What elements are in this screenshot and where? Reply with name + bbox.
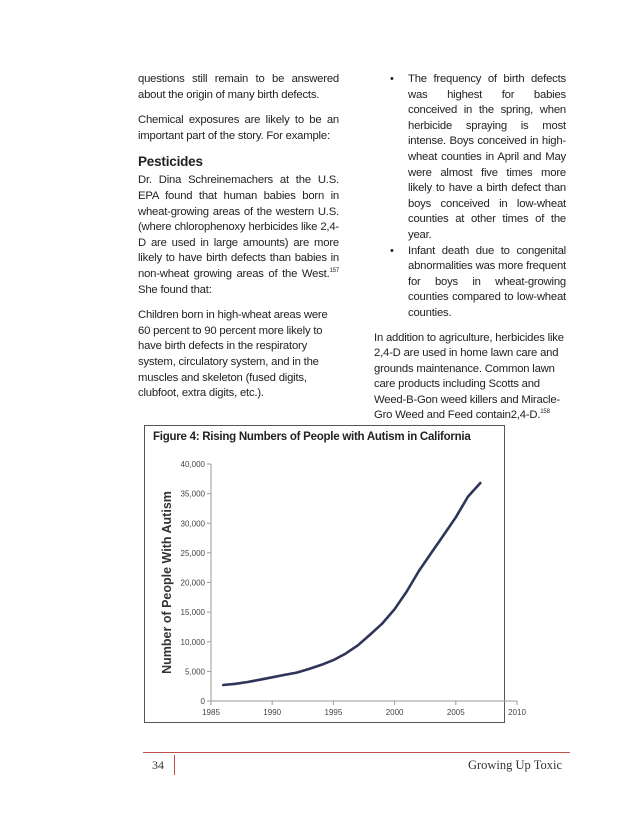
x-tick-label: 1990 <box>263 708 282 717</box>
x-tick-label: 2010 <box>508 708 526 717</box>
y-tick-label: 0 <box>200 697 205 706</box>
x-tick-label: 2005 <box>446 708 465 717</box>
y-tick-label: 30,000 <box>180 519 205 529</box>
y-tick-label: 25,000 <box>180 548 205 558</box>
paragraph-origin: questions still remain to be answered about the origin of many birth defects. <box>138 73 339 101</box>
x-tick-label: 1985 <box>202 708 220 717</box>
line-chart <box>145 426 526 724</box>
right-column <box>374 72 566 434</box>
y-tick-label: 10,000 <box>180 637 205 647</box>
bullet-list <box>374 72 566 322</box>
footnote-ref-158: 158 <box>540 409 550 416</box>
left-column <box>138 72 339 412</box>
figure-caption: Figure 4: Rising Numbers of People with Autism in California <box>153 431 471 443</box>
paragraph-high-wheat: Children born in high-wheat areas were 60 percent to 90 percent more likely to have birth defects in the respiratory system, circulatory system, and in the muscles and skeleton (fused digits, clubfoot, extra digits, etc.). <box>138 309 328 400</box>
page-number: 34 <box>152 755 175 775</box>
y-tick-label: 40,000 <box>180 460 205 469</box>
bullet-icon: • <box>390 73 394 85</box>
footnote-ref-157: 157 <box>329 268 339 275</box>
footer-rule <box>143 752 570 753</box>
y-tick-label: 35,000 <box>180 489 205 499</box>
list-item-text: The frequency of birth defects was highest for babies conceived in the spring, when herbicide spraying is most intense. Boys conceived in high-wheat counties in April and May were almost five times more likely to have a birth defect than boys conceived in low-wheat counties at other times of the year. <box>408 73 566 241</box>
y-tick-label: 20,000 <box>180 578 205 588</box>
paragraph-schreinemachers <box>138 173 339 298</box>
paragraph-chemical-exposures: Chemical exposures are likely to be an important part of the story. For example: <box>138 114 339 142</box>
list-item <box>374 244 566 322</box>
x-tick-label: 2000 <box>385 708 404 717</box>
figure-autism-chart <box>144 425 526 723</box>
list-item-text: Infant death due to congenital abnormalities was more frequent for boys in wheat-growing counties compared to low-wheat counties. <box>408 244 566 319</box>
series-line-autism <box>223 483 480 685</box>
paragraph-lawn-care-text: In addition to agriculture, herbicides like 2,4-D are used in home lawn care and grounds maintenance. Common lawn care products including Scotts and Weed-B-Gon weed killers and Miracle-Gro Weed and Feed contain2,4-D. <box>374 331 564 422</box>
paragraph-lawn-care <box>374 331 566 425</box>
paragraph-schreinemachers-text: Dr. Dina Schreinemachers at the U.S. EPA found that human babies born in wheat-growing areas of the western U.S. (where chlorophenoxy herbicides like 2,4-D are used in large amounts) are more likely to have birth defects than babies in non-wheat growing areas of the West. <box>138 174 339 280</box>
bullet-icon: • <box>390 244 394 257</box>
paragraph-schreinemachers-tail: She found that: <box>138 283 212 296</box>
section-heading-pesticides: Pesticides <box>138 154 203 170</box>
footer-title: Growing Up Toxic <box>467 758 562 772</box>
x-tick-label: 1995 <box>324 708 343 717</box>
y-tick-label: 15,000 <box>180 608 205 618</box>
y-axis-label: Number of People With Autism <box>160 491 174 674</box>
list-item <box>374 72 566 244</box>
y-tick-label: 5,000 <box>184 667 205 677</box>
